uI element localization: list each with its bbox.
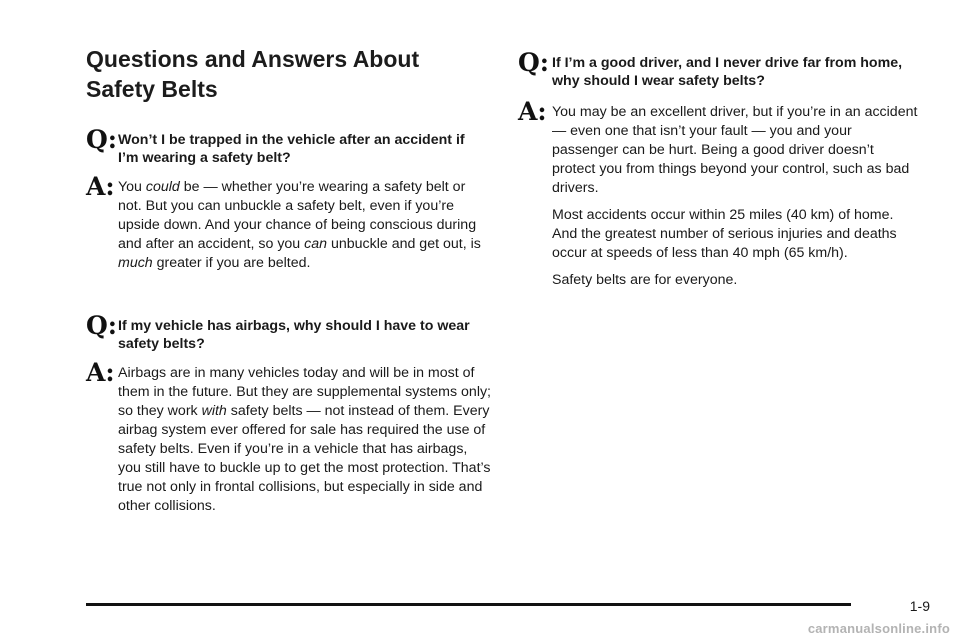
answer-text-segment: safety belts — not instead of them. Every airbag system ever offered for sale has required the use of safety belts. Even if you’re in a vehicle that has airbags, you still have to buckle up to get the most protection. That’s true not only in frontal collisions, but especially in side and other collisions. [118,403,491,514]
answer-text-segment: be — whether you’re wearing a safety belt or not. But you can unbuckle a safety belt, even if you’re upside down. And your chance of being conscious during and after an accident, so you [118,179,477,252]
question-row [86,311,492,353]
answer-paragraph: Most accidents occur within 25 miles (40 km) of home. And the greatest number of serious injuries and deaths occur at speeds of less than 40 mph (65 km/h). [552,207,897,261]
qa-block-trapped [86,125,486,273]
answer-row [518,97,918,290]
question-text: If I’m a good driver, and I never drive far from home, why should I wear safety belts? [552,55,903,89]
answer-text [552,100,918,290]
answer-text-segment: unbuckle and get out, is [327,236,481,252]
answer-marker: A: [86,172,115,201]
emphasis-can: can [304,236,328,252]
answer-text-segment: You [118,179,146,195]
page-number: 1-9 [909,598,930,614]
watermark: carmanualsonline.info [807,621,950,636]
answer-marker: A: [86,358,115,387]
answer-text [118,175,486,273]
qa-block-airbags [86,311,492,516]
footer-rule [86,603,851,606]
answer-paragraph: Safety belts are for everyone. [552,272,738,288]
qa-block-good-driver [518,48,918,290]
answer-paragraph: You may be an excellent driver, but if you’re in an accident — even one that isn’t your fault — you and your passenger can be hurt. Being a good driver doesn’t protect you from things beyond your control, such as bad drivers. [552,104,918,196]
answer-row [86,358,492,516]
answer-row [86,172,486,273]
question-marker: Q: [86,311,118,340]
answer-text [118,361,492,516]
emphasis-much: much [118,255,153,271]
question-text: Won’t I be trapped in the vehicle after an accident if I’m wearing a safety belt? [118,132,465,166]
question-row [86,125,486,167]
page-title: Questions and Answers About Safety Belts [86,46,420,102]
answer-text-segment: greater if you are belted. [152,255,311,271]
question-marker: Q: [86,125,118,154]
emphasis-with: with [201,403,227,419]
question-row [518,48,918,90]
emphasis-could: could [145,179,180,195]
answer-marker: A: [518,97,547,126]
question-text: If my vehicle has airbags, why should I have to wear safety belts? [118,318,470,352]
question-marker: Q: [518,48,550,77]
answer-text-segment: Airbags are in many vehicles today and will be in most of them in the future. But they are supplemental systems only; so they work [118,365,492,419]
